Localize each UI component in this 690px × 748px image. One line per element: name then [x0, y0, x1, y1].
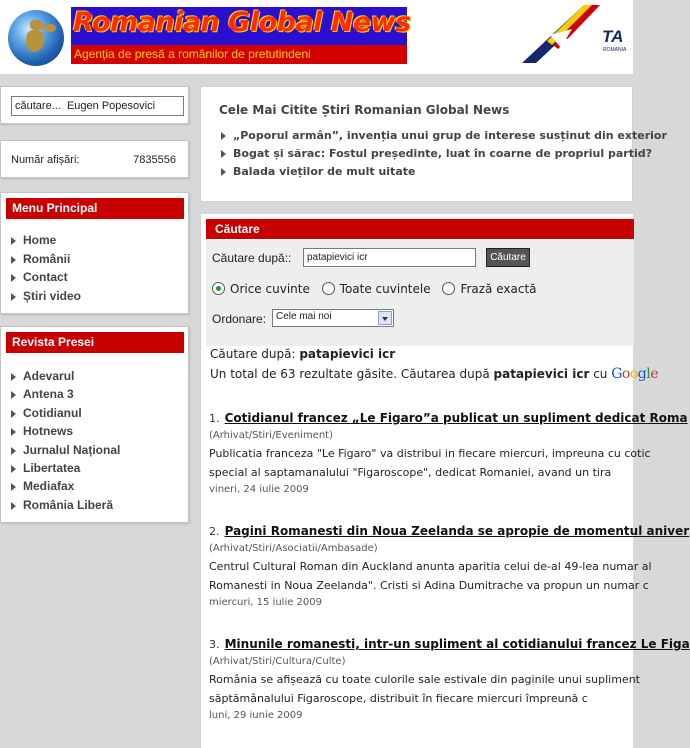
press-item-hotnews[interactable]: Hotnews [11, 422, 120, 440]
result-snippet: România se afișează cu toate culorile sale estivale din paginile unui supliment [209, 673, 640, 686]
order-label: Ordonare: [212, 312, 267, 326]
radio-all-words[interactable]: Toate cuvintele [322, 282, 431, 296]
google-logo-letter: o [629, 366, 638, 382]
arrow-right-icon [11, 237, 16, 245]
most-read-title: Cele Mai Citite Știri Romanian Global News [219, 103, 510, 117]
arrow-right-icon [11, 373, 16, 381]
result-snippet: săptămânalului Figaroscope, distribuit în fiecare miercuri împreună c [209, 692, 588, 705]
google-logo-letter: g [637, 366, 647, 382]
views-value: 7835556 [133, 154, 176, 166]
arrow-right-icon [221, 132, 226, 140]
press-review-box [0, 326, 189, 523]
press-item-antena3[interactable]: Antena 3 [11, 385, 120, 403]
press-review-list [11, 367, 120, 514]
arrow-right-icon [11, 483, 16, 491]
result-snippet: Romanesti in Noua Zeelanda". Cristi si Adina Dumitrache va propun un numar c [209, 579, 649, 592]
views-label: Număr afișări: [11, 154, 80, 166]
sidebar-search-box [0, 86, 189, 124]
sidebar-search-input[interactable] [11, 96, 184, 116]
arrow-right-icon [11, 274, 16, 282]
most-read-list [221, 127, 667, 181]
ad-brand: TA [602, 27, 624, 46]
press-item-libertatea[interactable]: Libertatea [11, 459, 120, 477]
result-path: (Arhivat/Stiri/Asociatii/Ambasade) [209, 543, 378, 554]
radio-empty-icon [322, 282, 335, 295]
ad-brand-sub: ROMANIA [603, 47, 627, 53]
result-item-3: 3. Minunile romanesti, intr-un supliment al cotidianului francez Le Figa (Arhivat/Stiri/Cultura/Culte) România se afișează cu toate culorile sale estivale din paginile unui supliment săptămânalului Figaroscope, distribuit în fiecare miercuri împreună c luni, 29 iunie 2009 [209, 637, 690, 721]
press-review-title: Revista Presei [6, 332, 184, 353]
most-read-item[interactable]: Balada vieților de mult uitate [221, 163, 667, 181]
search-summary: Căutare după: patapievici icr [210, 347, 396, 361]
arrow-right-icon [11, 502, 16, 510]
radio-exact-phrase[interactable]: Frază exactă [442, 282, 536, 296]
result-snippet: Centrul Cultural Roman din Auckland anunta aparitia celui de-al 49-lea numar al [209, 560, 652, 573]
views-counter-box [0, 140, 189, 178]
tarom-ad-banner[interactable] [522, 5, 633, 67]
google-logo-letter: o [621, 366, 630, 382]
press-item-cotidianul[interactable]: Cotidianul [11, 404, 120, 422]
result-path: (Arhivat/Stiri/Eveniment) [209, 430, 333, 441]
menu-item-stiri-video[interactable]: Știri video [11, 287, 81, 306]
arrow-right-icon [11, 410, 16, 418]
result-snippet: special al saptamanalului "Figaroscope", dedicat Romaniei, avand un tira [209, 466, 612, 479]
results-total: Un total de 63 rezultate găsite. Căutarea după patapievici icr cu Google [210, 366, 659, 382]
most-read-box [200, 86, 667, 202]
arrow-right-icon [221, 150, 226, 158]
google-logo-letter: G [611, 366, 622, 382]
google-logo[interactable] [611, 366, 658, 382]
result-title-link[interactable]: Minunile romanesti, intr-un supliment al cotidianului francez Le Figa [224, 637, 690, 651]
menu-item-romanii[interactable]: Românii [11, 250, 81, 269]
radio-selected-icon [212, 282, 225, 295]
press-item-romania-libera[interactable]: România Liberă [11, 496, 120, 514]
order-select[interactable] [272, 309, 394, 327]
globe-logo-icon[interactable] [8, 10, 64, 66]
menu-item-home[interactable]: Home [11, 231, 81, 250]
arrow-right-icon [11, 391, 16, 399]
google-logo-letter: e [650, 366, 659, 382]
result-date: vineri, 24 iulie 2009 [209, 484, 309, 495]
search-form [206, 240, 634, 346]
main-menu-box [0, 192, 189, 314]
arrow-right-icon [11, 428, 16, 436]
result-title-link[interactable]: Cotidianul francez „Le Figaro”a publicat un supliment dedicat Roma [224, 411, 688, 425]
chevron-down-icon[interactable] [378, 311, 392, 325]
press-item-jurnalul[interactable]: Jurnalul Național [11, 441, 120, 459]
main-menu-title: Menu Principal [6, 198, 184, 219]
menu-item-contact[interactable]: Contact [11, 268, 81, 287]
search-panel [200, 214, 690, 748]
arrow-right-icon [11, 256, 16, 264]
search-by-label: Căutare după:: [212, 251, 292, 265]
site-header [0, 0, 633, 74]
arrow-right-icon [11, 447, 16, 455]
result-snippet: Publicatia franceza "Le Figaro" va distribui in fiecare miercuri, impreuna cu cotic [209, 447, 651, 460]
radio-empty-icon [442, 282, 455, 295]
press-item-mediafax[interactable]: Mediafax [11, 477, 120, 495]
site-banner[interactable] [71, 7, 411, 64]
result-date: luni, 29 iunie 2009 [209, 710, 303, 721]
most-read-item[interactable]: „Poporul armân”, invenția unui grup de interese susținut din exterior [221, 127, 667, 145]
result-item-1: 1. Cotidianul francez „Le Figaro”a publicat un supliment dedicat Roma (Arhivat/Stiri/Eveniment) Publicatia franceza "Le Figaro" va distribui in fiecare miercuri, impreuna cu cotic special al saptamanalului "Figaroscope", dedicat Romaniei, avand un tira vineri, 24 iulie 2009 [209, 411, 688, 495]
site-title: Romanian Global News [73, 7, 411, 38]
google-logo-letter: l [646, 366, 651, 382]
site-tagline: Agenția de presă a românilor de pretutindeni [71, 45, 407, 64]
result-item-2: 2. Pagini Romanesti din Noua Zeelanda se apropie de momentul aniver (Arhivat/Stiri/Asociatii/Ambasade) Centrul Cultural Roman din Auckland anunta aparitia celui de-al 49-lea numar al Romanesti in Noua Zeelanda". Cristi si Adina Dumitrache va propun un numar c miercuri, 15 iulie 2009 [209, 524, 690, 608]
result-path: (Arhivat/Stiri/Cultura/Culte) [209, 656, 346, 667]
result-date: miercuri, 15 iulie 2009 [209, 597, 323, 608]
arrow-right-icon [221, 168, 226, 176]
arrow-right-icon [11, 293, 16, 301]
press-item-adevarul[interactable]: Adevarul [11, 367, 120, 385]
match-mode-radios [212, 282, 545, 296]
result-title-link[interactable]: Pagini Romanesti din Noua Zeelanda se apropie de momentul aniver [224, 524, 690, 538]
search-button[interactable]: Căutare [486, 248, 530, 267]
arrow-right-icon [11, 465, 16, 473]
search-panel-title: Căutare [206, 219, 634, 239]
most-read-item[interactable]: Bogat și sărac: Fostul președinte, luat în coarne de propriul partid? [221, 145, 667, 163]
order-select-value: Cele mai noi [276, 311, 332, 322]
query-input[interactable] [303, 248, 476, 267]
radio-any-words[interactable]: Orice cuvinte [212, 282, 310, 296]
main-menu-list [11, 231, 81, 306]
